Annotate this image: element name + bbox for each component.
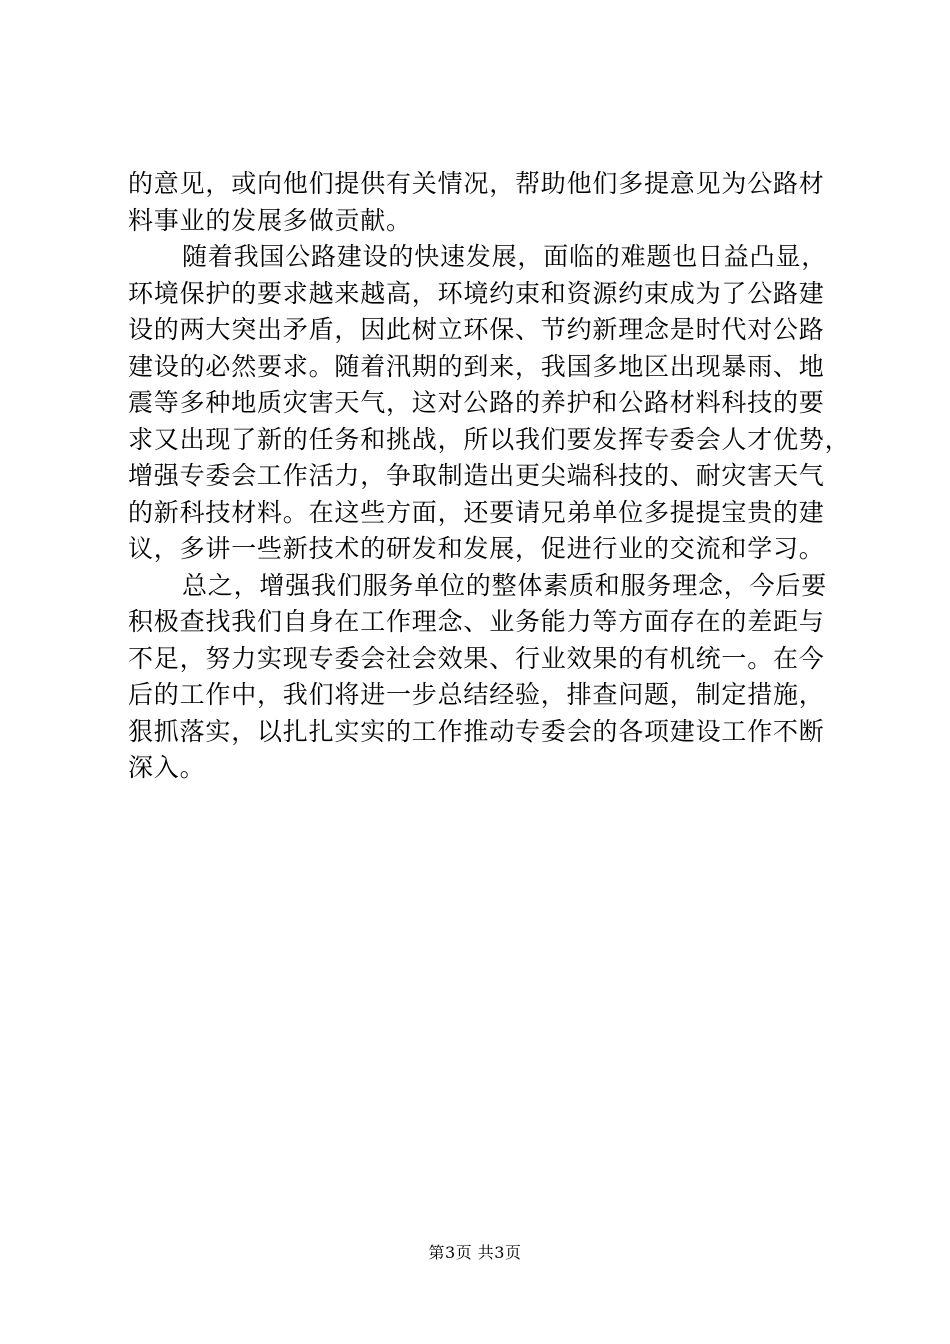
text-line: 总之，增强我们服务单位的整体素质和服务理念，今后要 bbox=[182, 570, 828, 600]
text-line: 增强专委会工作活力，争取制造出更尖端科技的、耐灾害天气 bbox=[128, 461, 825, 490]
text-line: 议，多讲一些新技术的研发和发展，促进行业的交流和学习。 bbox=[128, 534, 825, 563]
paragraph-road-construction bbox=[128, 239, 851, 568]
text-line: 积极查找我们自身在工作理念、业务能力等方面存在的差距与 bbox=[128, 607, 825, 636]
text-line: 的意见，或向他们提供有关情况，帮助他们多提意见为公路材 bbox=[128, 169, 825, 198]
text-line: 环境保护的要求越来越高，环境约束和资源约束成为了公路建 bbox=[128, 278, 825, 308]
text-line: 不足，努力实现专委会社会效果、行业效果的有机统一。在今 bbox=[128, 643, 825, 673]
paragraph-conclusion bbox=[128, 568, 828, 787]
text-line: 求又出现了新的任务和挑战，所以我们要发挥专委会人才优势， bbox=[128, 424, 851, 454]
text-line: 震等多种地质灾害天气，这对公路的养护和公路材料科技的要 bbox=[128, 388, 825, 417]
text-line: 深入。 bbox=[128, 753, 206, 782]
text-line: 后的工作中，我们将进一步总结经验，排查问题，制定措施， bbox=[128, 680, 825, 709]
text-line: 建设的必然要求。随着汛期的到来，我国多地区出现暴雨、地 bbox=[128, 351, 825, 381]
text-line: 的新科技材料。在这些方面，还要请兄弟单位多提提宝贵的建 bbox=[128, 497, 825, 527]
text-line: 狠抓落实，以扎扎实实的工作推动专委会的各项建设工作不断 bbox=[128, 716, 825, 746]
text-line: 随着我国公路建设的快速发展，面临的难题也日益凸显， bbox=[182, 242, 828, 271]
page-number-footer: 第3页 共3页 bbox=[428, 1243, 522, 1262]
paragraph-continuation bbox=[128, 166, 828, 239]
body-text bbox=[128, 166, 851, 787]
text-line: 设的两大突出矛盾，因此树立环保、节约新理念是时代对公路 bbox=[128, 315, 825, 344]
text-line: 料事业的发展多做贡献。 bbox=[128, 205, 412, 235]
